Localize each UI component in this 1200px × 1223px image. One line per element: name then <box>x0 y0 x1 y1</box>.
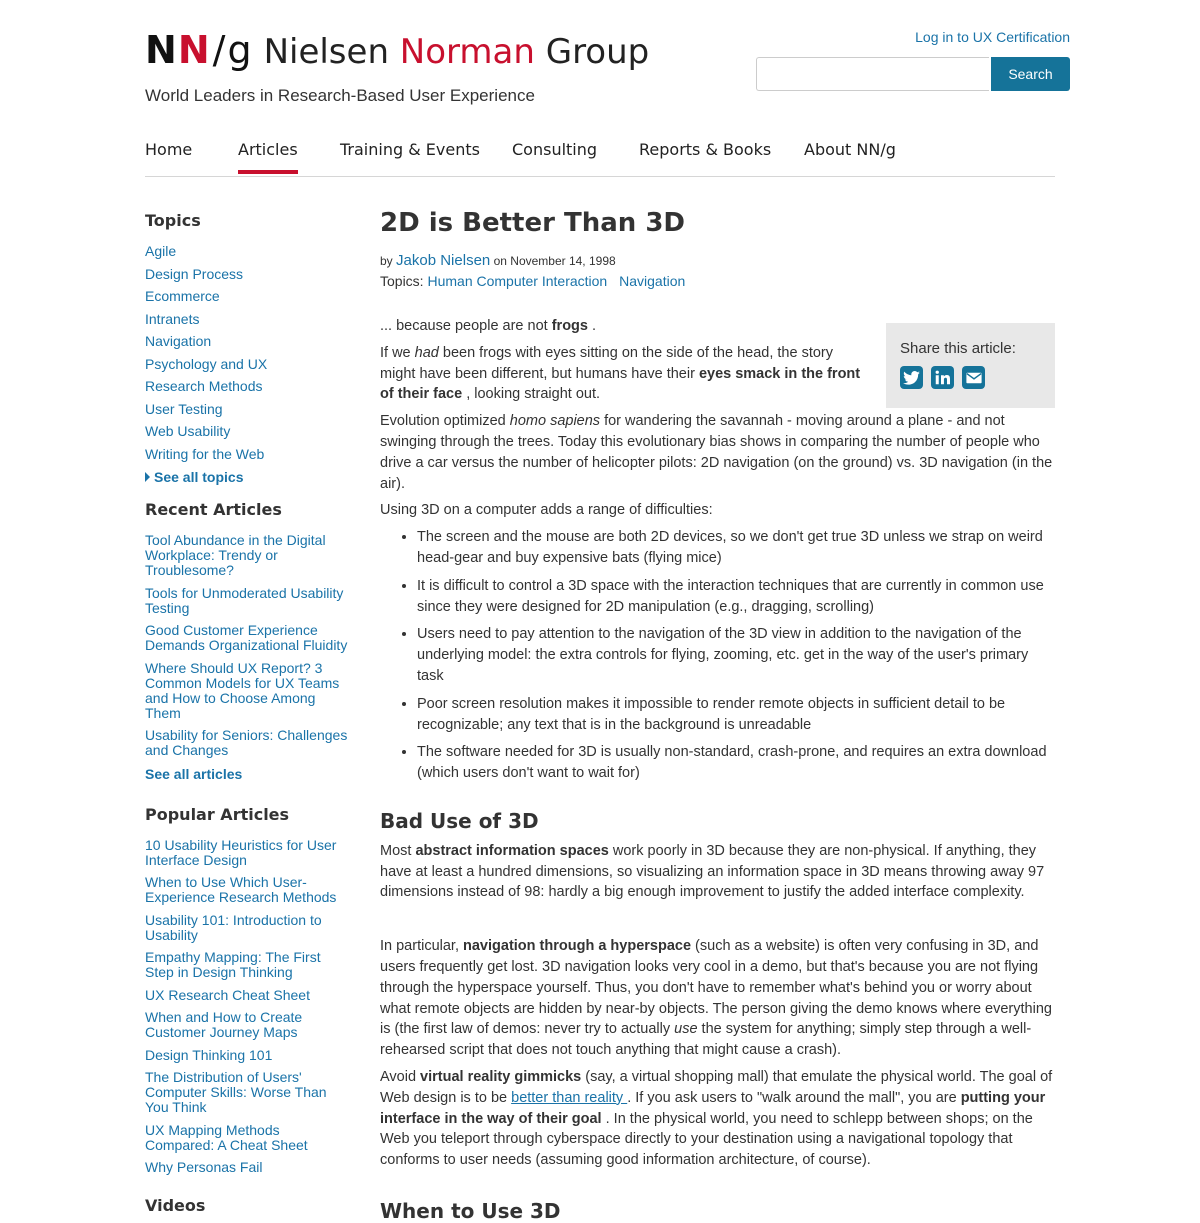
nav-articles[interactable]: Articles <box>238 140 298 174</box>
topic-link[interactable]: Intranets <box>145 310 200 327</box>
see-all-articles-link[interactable]: See all articles <box>145 765 243 782</box>
popular-article-link[interactable]: When and How to Create Customer Journey Maps <box>145 1009 303 1040</box>
text-run: the system for anything; simply step through a well-rehearsed script that does not touch anything that might cause a crash). <box>380 1021 1032 1059</box>
popular-article-link[interactable]: When to Use Which User-Experience Research Methods <box>145 874 337 905</box>
topic-link[interactable]: Navigation <box>145 333 212 349</box>
list-item: • The software needed for 3D is usually non-standard, crash-prone, and requires an extra download (which users don't want to wait for) <box>417 742 1055 784</box>
logo-name-3: Group <box>534 32 650 72</box>
page-title: 2D is Better Than 3D <box>380 208 686 238</box>
text-run: . In the physical world, you need to schlepp between shops; on the Web you teleport through cyberspace directly to your destination using a navigational topology that conforms to user needs (assuming good information architecture, of course). <box>380 1110 1033 1169</box>
twitter-icon[interactable] <box>900 366 923 389</box>
popular-article-link[interactable]: Design Thinking 101 <box>145 1046 273 1063</box>
list-item <box>145 838 350 868</box>
popular-article-link[interactable]: 10 Usability Heuristics for User Interface Design <box>145 836 337 868</box>
logo-mark <box>145 28 211 72</box>
list-item <box>145 875 350 905</box>
popular-article-link[interactable]: Why Personas Fail <box>145 1159 263 1175</box>
main-nav <box>145 138 1055 177</box>
text-run: (such as a website) is often very confusing in 3D, and users frequently get lost. 3D navigation looks very cool in a demo, but that's because you are not flying through the hyperspace yourself. Thus, you don't have to remember what's behind you or worry about what remote objects are hidden by near-by objects. The person giving the demo knows where everything is (the first law of demos: never try to actually <box>380 938 1052 1038</box>
text-run: , looking straight out. <box>462 386 601 403</box>
text-run-italic: had <box>414 344 439 361</box>
list-item <box>145 1010 350 1040</box>
popular-article-link[interactable]: Empathy Mapping: The First Step in Design Thinking <box>145 949 321 980</box>
nav-about[interactable]: About NN/g <box>804 140 896 159</box>
text-run-bold: virtual reality gimmicks <box>420 1068 582 1085</box>
list-item <box>145 357 350 372</box>
logo-name <box>264 32 650 72</box>
recent-article-link[interactable]: Where Should UX Report? 3 Common Models for UX Teams and How to Choose Among Them <box>145 659 340 721</box>
paragraph: Using 3D on a computer adds a range of difficulties: <box>380 502 713 519</box>
share-icons <box>900 366 985 389</box>
popular-articles-heading: Popular Articles <box>145 804 290 824</box>
list-item <box>145 623 350 653</box>
list-item: • Users need to pay attention to the navigation of the 3D view in addition to the navigation of the underlying model: the extra controls for flying, zooming, etc. get in the way of the user's primary task <box>417 624 1055 686</box>
text-run: If we <box>380 344 415 361</box>
list-item <box>145 267 350 282</box>
list-item: • The screen and the mouse are both 2D devices, so we don't get true 3D unless we strap on weird head-gear and buy expensive bats (flying mice) <box>417 527 1055 569</box>
topic-link[interactable]: Design Process <box>145 265 244 282</box>
list-item <box>145 988 350 1003</box>
topic-tag-link[interactable]: Human Computer Interaction <box>427 273 608 289</box>
text-run: work poorly in 3D because they are non-physical. If anything, they have at least a hundred dimensions, so visualizing an information space in 3D means throwing away 97 dimensions instead of 98: hardly a big enough improvement to justify the added interface complexity. <box>380 842 1045 901</box>
nav-training-events[interactable]: Training & Events <box>340 140 480 159</box>
text-run: Avoid <box>380 1068 421 1085</box>
list-item <box>145 533 350 578</box>
better-than-reality-link[interactable]: better than reality <box>511 1089 628 1106</box>
list-item <box>145 913 350 943</box>
list-item <box>145 661 350 721</box>
article-topics <box>380 273 1055 289</box>
see-all-topics-link[interactable]: See all topics <box>154 469 244 485</box>
article-body <box>380 411 1055 1222</box>
videos-heading: Videos <box>145 1196 206 1215</box>
topic-link[interactable]: Agile <box>145 243 177 259</box>
linkedin-icon[interactable] <box>931 366 954 389</box>
search-button[interactable]: Search <box>991 57 1070 91</box>
nav-home[interactable]: Home <box>145 140 193 159</box>
popular-articles-list <box>145 838 350 1176</box>
list-item <box>145 586 350 616</box>
popular-article-link[interactable]: UX Research Cheat Sheet <box>145 986 310 1003</box>
byline-by: by <box>380 254 393 268</box>
logo-n2: N <box>177 28 211 72</box>
paragraph <box>380 841 1055 903</box>
list-item <box>145 1160 350 1175</box>
topic-link[interactable]: Web Usability <box>145 423 231 439</box>
article-intro <box>380 316 870 405</box>
paragraph <box>380 411 1055 494</box>
list-item <box>145 312 350 327</box>
list-item <box>145 950 350 980</box>
topic-link[interactable]: User Testing <box>145 400 223 417</box>
author-link[interactable]: Jakob Nielsen <box>396 252 491 269</box>
recent-article-link[interactable]: Tool Abundance in the Digital Workplace: Trendy or Troublesome? <box>145 532 326 578</box>
recent-articles-list <box>145 533 350 758</box>
topics-label: Topics: <box>380 273 424 289</box>
list-item <box>145 244 350 259</box>
text-run: ... because people are not <box>380 318 552 334</box>
topic-link[interactable]: Ecommerce <box>145 288 220 304</box>
list-item <box>145 728 350 758</box>
article <box>380 208 1055 1222</box>
list-item <box>145 447 350 462</box>
login-link[interactable]: Log in to UX Certification <box>915 29 1070 45</box>
section-heading-bad-use: Bad Use of 3D <box>380 808 539 833</box>
list-item <box>145 289 350 304</box>
text-run-bold: abstract information spaces <box>415 842 609 859</box>
text-run-bold: eyes smack in the front of their face <box>380 365 861 403</box>
tagline: World Leaders in Research-Based User Experience <box>145 86 535 105</box>
paragraph <box>380 1067 1055 1171</box>
difficulties-list <box>380 527 1055 784</box>
nav-reports-books[interactable]: Reports & Books <box>639 140 772 159</box>
text-run: In particular, <box>380 938 464 955</box>
text-run: (say, a virtual shopping mall) that emulate the physical world. The goal of Web design is to be <box>380 1068 1053 1106</box>
text-run-bold: frogs <box>551 318 588 334</box>
publish-date: on November 14, 1998 <box>493 254 616 268</box>
share-box <box>886 323 1055 408</box>
section-heading-when-to-use: When to Use 3D <box>380 1198 561 1223</box>
list-item <box>145 424 350 439</box>
logo-slash: / <box>212 28 226 72</box>
list-item <box>145 1048 350 1063</box>
nav-consulting[interactable]: Consulting <box>512 140 598 159</box>
recent-article-link[interactable]: Usability for Seniors: Challenges and Changes <box>145 727 348 758</box>
topic-link[interactable]: Psychology and UX <box>145 355 268 372</box>
topics-heading: Topics <box>145 211 201 230</box>
list-item <box>145 334 350 349</box>
paragraph <box>380 343 870 405</box>
popular-article-link[interactable]: Usability 101: Introduction to Usability <box>145 911 322 943</box>
text-run: Evolution optimized <box>380 413 510 430</box>
text-run-italic: homo sapiens <box>509 413 601 430</box>
logo[interactable] <box>145 28 649 72</box>
sidebar <box>145 211 350 1215</box>
popular-article-link[interactable]: UX Mapping Methods Compared: A Cheat Sheet <box>145 1121 308 1153</box>
text-run: been frogs with eyes sitting on the side of the head, the story might have been different, but humans have their <box>380 344 834 382</box>
see-all-articles-row <box>145 766 350 784</box>
list-item <box>145 1070 350 1115</box>
logo-n1: N <box>145 28 178 72</box>
text-run-bold: navigation through a hyperspace <box>463 938 692 955</box>
see-all-topics-row <box>145 469 350 487</box>
list-item: • Poor screen resolution makes it impossible to render remote objects in sufficient detail to be recognizable; any text that is in the background is unreadable <box>417 694 1055 736</box>
text-run: Most <box>380 842 416 859</box>
text-run: for wandering the savannah - moving around a plane - and not swinging through the trees. Today this evolutionary bias shows in comparing the number of people who drive a car versus the number of helicopter pilots: 2D navigation (on the ground) vs. 3D navigation (in the air). <box>380 413 1053 492</box>
topic-link[interactable]: Research Methods <box>145 378 263 394</box>
site-header <box>145 28 1070 118</box>
list-item <box>145 402 350 417</box>
recent-article-link[interactable]: Tools for Unmoderated Usability Testing <box>145 584 344 616</box>
list-item <box>145 379 350 394</box>
logo-g: g <box>227 28 252 72</box>
text-run-italic: use <box>674 1021 698 1038</box>
text-run: . If you ask users to "walk around the mall", you are <box>627 1089 961 1106</box>
recent-articles-heading: Recent Articles <box>145 500 282 519</box>
topic-tag-link[interactable]: Navigation <box>619 273 686 289</box>
share-label: Share this article: <box>900 340 1016 357</box>
logo-name-2: Norman <box>399 32 535 72</box>
search-input[interactable] <box>756 57 989 91</box>
list-item: • It is difficult to control a 3D space with the interaction techniques that are currently in common use since they were designed for 2D manipulation (e.g., dragging, scrolling) <box>417 576 1055 618</box>
caret-right-icon <box>145 472 150 482</box>
logo-name-1: Nielsen <box>263 32 400 72</box>
topics-list <box>145 244 350 462</box>
topic-link[interactable]: Writing for the Web <box>145 445 265 462</box>
text-run: . <box>587 318 597 334</box>
text-run-bold: putting your interface in the way of their goal <box>380 1089 1046 1127</box>
paragraph <box>380 316 870 337</box>
popular-article-link[interactable]: The Distribution of Users' Computer Skills: Worse Than You Think <box>145 1069 327 1115</box>
email-icon[interactable] <box>962 366 985 389</box>
paragraph <box>380 936 1055 1061</box>
byline <box>380 252 1055 269</box>
recent-article-link[interactable]: Good Customer Experience Demands Organizational Fluidity <box>145 622 348 653</box>
list-item <box>145 1123 350 1153</box>
